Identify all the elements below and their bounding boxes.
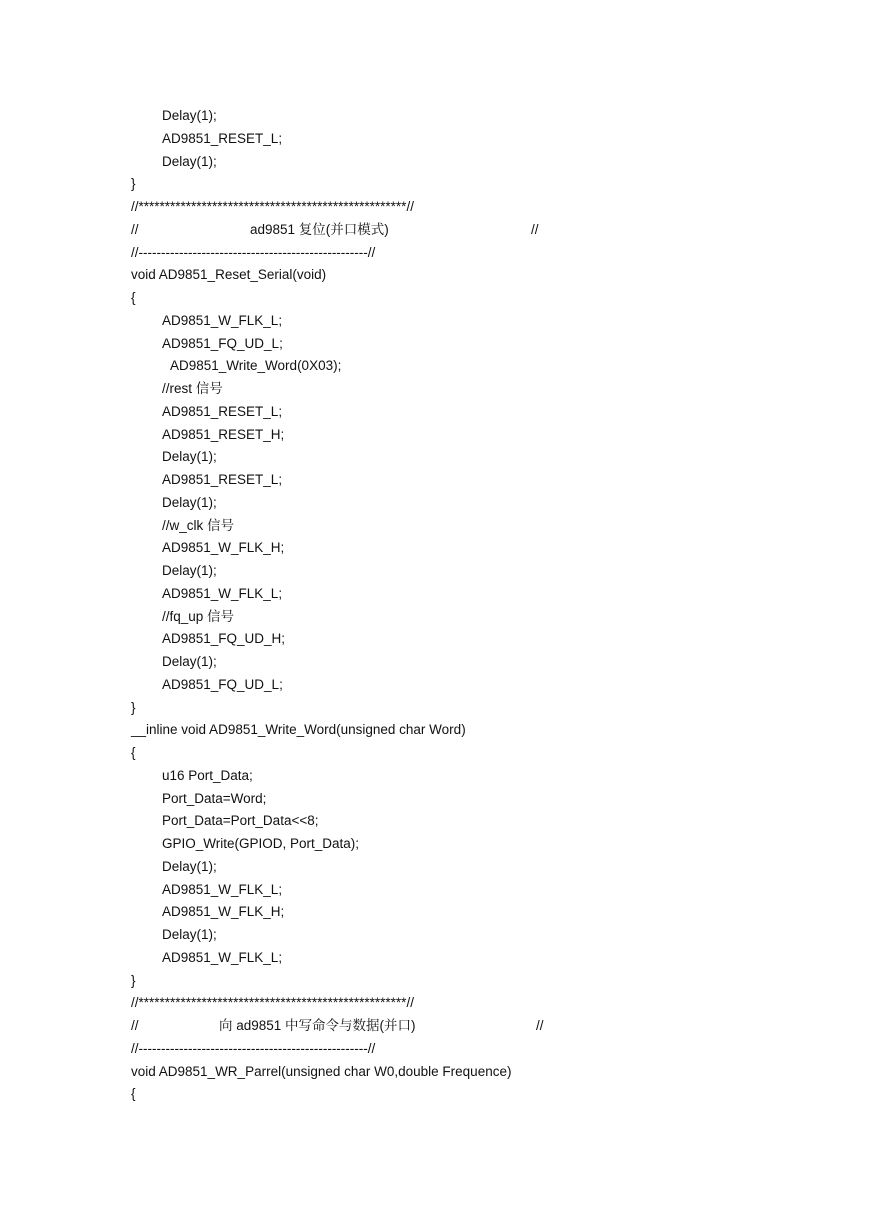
- code-text: AD9851_FQ_UD_L;: [162, 336, 283, 351]
- code-line: [0, 970, 136, 992]
- code-line: [0, 151, 217, 173]
- code-line: [0, 742, 136, 764]
- comment-slash-left: //: [131, 1018, 139, 1033]
- code-text: AD9851_W_FLK_L;: [162, 950, 283, 965]
- code-text: //---------------------------------------------------//: [131, 1041, 376, 1056]
- code-line: [0, 901, 285, 923]
- code-line: [0, 674, 283, 696]
- code-text: //***************************************************//: [131, 995, 414, 1010]
- code-line: [0, 833, 360, 855]
- code-text: AD9851_RESET_L;: [162, 131, 283, 146]
- code-text: //w_clk 信号: [162, 518, 235, 533]
- comment-slash-right: //: [531, 222, 539, 237]
- comment-divider-line: [0, 1038, 376, 1060]
- code-text: }: [131, 973, 136, 988]
- comment-banner-line: [0, 196, 414, 218]
- code-text: GPIO_Write(GPIOD, Port_Data);: [162, 836, 360, 851]
- code-line: [0, 628, 286, 650]
- code-line: [0, 583, 283, 605]
- code-line: [0, 492, 217, 514]
- code-line: [0, 560, 217, 582]
- code-line: [0, 446, 217, 468]
- code-text: AD9851_W_FLK_H;: [162, 904, 285, 919]
- code-text: Delay(1);: [162, 154, 217, 169]
- code-text: Delay(1);: [162, 654, 217, 669]
- function-signature-line: [0, 264, 327, 286]
- code-comment-line: [0, 515, 235, 537]
- code-line: [0, 947, 283, 969]
- comment-slash-left: //: [131, 222, 139, 237]
- code-text: AD9851_W_FLK_L;: [162, 882, 283, 897]
- code-text: {: [131, 290, 136, 305]
- comment-slash-right: //: [536, 1018, 544, 1033]
- code-text: Port_Data=Port_Data<<8;: [162, 813, 319, 828]
- code-line: [0, 173, 136, 195]
- code-line: [0, 469, 283, 491]
- comment-divider-line: [0, 242, 376, 264]
- code-text: AD9851_RESET_L;: [162, 404, 283, 419]
- code-line: [0, 355, 342, 377]
- code-text: Port_Data=Word;: [162, 791, 267, 806]
- code-line: [0, 856, 217, 878]
- code-text: AD9851_FQ_UD_H;: [162, 631, 286, 646]
- comment-banner-line: [0, 992, 414, 1014]
- code-text: {: [131, 1086, 136, 1101]
- code-line: [0, 401, 283, 423]
- code-line: [0, 879, 283, 901]
- code-line: [0, 333, 283, 355]
- code-line: [0, 287, 136, 309]
- code-text: Delay(1);: [162, 563, 217, 578]
- code-text: AD9851_RESET_L;: [162, 472, 283, 487]
- code-line: [0, 697, 136, 719]
- code-line: [0, 537, 285, 559]
- code-text: AD9851_W_FLK_L;: [162, 586, 283, 601]
- comment-title-text: 向 ad9851 中写命令与数据(并口): [219, 1018, 416, 1033]
- comment-title-line: [0, 219, 869, 241]
- comment-title-text: ad9851 复位(并口模式): [250, 222, 389, 237]
- code-text: //***************************************************//: [131, 199, 414, 214]
- comment-title-line: [0, 1015, 869, 1037]
- code-line: [0, 651, 217, 673]
- code-line: [0, 310, 283, 332]
- code-text: u16 Port_Data;: [162, 768, 253, 783]
- code-text: Delay(1);: [162, 108, 217, 123]
- code-line: [0, 788, 267, 810]
- code-comment-line: [0, 378, 223, 400]
- code-comment-line: [0, 606, 235, 628]
- code-text: Delay(1);: [162, 927, 217, 942]
- code-line: [0, 810, 319, 832]
- code-text: Delay(1);: [162, 495, 217, 510]
- code-text: AD9851_FQ_UD_L;: [162, 677, 283, 692]
- code-line: [0, 128, 283, 150]
- code-line: [0, 765, 253, 787]
- code-text: }: [131, 176, 136, 191]
- code-text: {: [131, 745, 136, 760]
- code-text: AD9851_W_FLK_L;: [162, 313, 283, 328]
- code-line: [0, 105, 217, 127]
- code-text: void AD9851_WR_Parrel(unsigned char W0,double Frequence): [131, 1064, 512, 1079]
- code-text: }: [131, 700, 136, 715]
- code-text: AD9851_RESET_H;: [162, 427, 285, 442]
- code-text: //rest 信号: [162, 381, 223, 396]
- code-text: //fq_up 信号: [162, 609, 235, 624]
- code-text: __inline void AD9851_Write_Word(unsigned char Word): [131, 722, 466, 737]
- code-line: [0, 1083, 136, 1105]
- code-text: void AD9851_Reset_Serial(void): [131, 267, 327, 282]
- code-text: //---------------------------------------------------//: [131, 245, 376, 260]
- code-text: Delay(1);: [162, 449, 217, 464]
- code-line: [0, 424, 285, 446]
- function-signature-line: [0, 1061, 512, 1083]
- code-text: AD9851_W_FLK_H;: [162, 540, 285, 555]
- code-line: [0, 924, 217, 946]
- code-text: AD9851_Write_Word(0X03);: [170, 358, 342, 373]
- code-text: Delay(1);: [162, 859, 217, 874]
- function-signature-line: [0, 719, 466, 741]
